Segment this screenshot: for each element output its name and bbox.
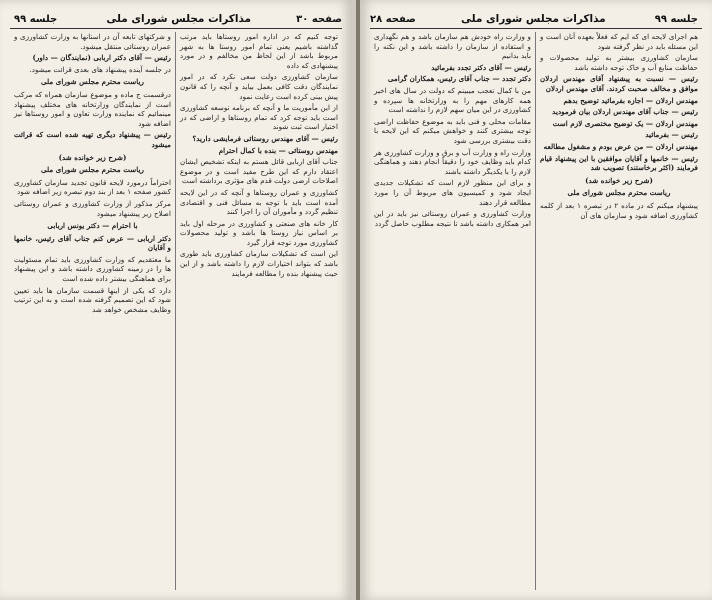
body-paragraph: و شرکتهای تابعه آن در استانها به وزارت کشاورزی و عمران روستائی منتقل میشود. [14, 32, 171, 51]
centered-heading: ریاست محترم مجلس شورای ملی [41, 165, 144, 175]
right-page-number: صفحه ۲۸ [370, 13, 416, 25]
right-page-title: مذاکرات مجلس شورای ملی [460, 13, 606, 25]
speaker-paragraph: مهندس اردلان — اجازه بفرمائید توضیح بدهم [563, 95, 698, 105]
right-page [360, 0, 712, 600]
right-page-header [370, 10, 702, 29]
body-paragraph: احتراماً درمورد لایحه قانون تجدید سازمان کشاورزی کشور صفحه ۱ بعد از بند دوم تبصره زیر اضافه شود [14, 177, 171, 197]
right-page-columns [370, 32, 702, 590]
body-paragraph: درقسمت ج ماده و موضوع سازمان همراه که مرکب است از نمایندگان وزارتخانه های مختلف پیشنهاد مینمائیم که نماینده وزارت تعاون و امور روستاها نیز اضافه شود [14, 89, 171, 128]
body-paragraph: این است که تشکیلات سازمان کشاورزی باید طوری باشد که بتواند اختیارات لازم را داشته باشد و از این حیث پیشنهاد بنده را مطالعه فرمایند [180, 249, 338, 278]
speaker-paragraph: دکتر اربابی — عرض کنم جناب آقای رئیس، خانمها و آقایان [14, 233, 171, 253]
body-paragraph: کار خانه های صنعتی و کشاورزی در مرحله اول باید بر اساس نیاز روستا ها باشد و تولید محصولات کشاورزی مورد توجه قرار گیرد [180, 218, 338, 247]
speaker-paragraph: مهندس اردلان — یک توضیح مختصری لازم است [552, 118, 698, 128]
body-paragraph: وزارت کشاورزی و عمران روستائی نیز باید در این امر همکاری داشته باشد تا نتیجه مطلوب حاصل گردد [374, 209, 531, 228]
speaker-paragraph: رئیس — آقای مهندس روستائی فرمایشی دارید؟ [192, 133, 338, 143]
speaker-paragraph: رئیس — خانمها و آقایان موافقین با این پیشنهاد قیام فرمایند (اکثر برخاستند) تصویب شد [540, 153, 698, 173]
body-paragraph: سازمان کشاورزی بیشتر به تولید محصولات و حفاظت منابع آب و خاک توجه داشته باشد [540, 53, 698, 72]
body-paragraph: مقامات محلی و فنی باید به موضوع حفاظت اراضی توجه بیشتری کنند و خواهش میکنم که این لایحه با دقت بیشتری بررسی شود [374, 116, 531, 145]
speaker-paragraph: رئیس — جناب آقای مهندس اردلان بیان فرمودید [552, 107, 698, 117]
speaker-paragraph: رئیس — نسبت به پیشنهاد آقای مهندس اردلان موافق و مخالف صحبت کردند. آقای مهندس اردلان [540, 74, 698, 93]
body-paragraph: و برای این منظور لازم است که تشکیلات جدیدی ایجاد شود و کمیسیون های مربوط آن را مورد مطالعه قرار دهند [374, 178, 531, 207]
centered-heading: (شرح زیر خوانده شد) [58, 152, 127, 162]
body-paragraph: سازمان کشاورزی دولت سعی نکرد که در امور نمایندگان دقت کافی بعمل بیاید و آنچه را که قانون پیش بینی کرده است رعایت نمود [180, 72, 338, 101]
speaker-paragraph: رئیس — آقای دکتر اربابی (نمایندگان — داور) [32, 53, 171, 63]
speaker-paragraph: مهندس روستائی — بنده با کمال احترام [218, 145, 338, 155]
body-paragraph: وزارت راه و وزارت آب و برق و وزارت کشاورزی هر کدام باید وظایف خود را دقیقاً انجام دهند و هماهنگی لازم را با یکدیگر داشته باشند [374, 147, 531, 176]
body-paragraph: توجه کنیم که در اداره امور روستاها باید مرتب گذاشته باشیم یعنی تمام امور روستا ها به شهر مربوط باشد از این لحاظ من مخالفم و در مورد پیشنهادی که داده [180, 32, 338, 70]
speaker-paragraph: رئیس — آقای دکتر تجدد بفرمائید [431, 62, 531, 72]
centered-heading: ریاست محترم مجلس شورای ملی [41, 77, 144, 87]
text-column [536, 32, 702, 590]
body-paragraph: ما معتقدیم که وزارت کشاورزی باید تمام مسئولیت ها را در زمینه کشاورزی داشته باشد و این پیشنهاد برای هماهنگی بیشتر داده شده است [14, 254, 171, 284]
body-paragraph: دارد که یکی از اینها قسمت سازمان ها باید تعیین شود که این تصمیم گرفته شده است و به این ترتیب وظایف مشخص خواهد شد [14, 285, 171, 314]
text-column [176, 32, 342, 590]
body-paragraph: از این مأموریت ما و آنچه که برنامه توسعه کشاورزی است باید توجه کرد که تمام روستاها و اراضی که در اختیار است ثبت شوند [180, 103, 338, 132]
speaker-paragraph: رئیس — پیشنهاد دیگری تهیه شده است که قرائت میشود [14, 130, 171, 149]
left-session-label: جلسه ۹۹ [14, 13, 58, 25]
body-paragraph: من با کمال تعجب میبینم که دولت در سال های اخیر همه کارهای مهم را به وزارتخانه ها سپرده و کشاورزی در این میان سهم لازم را نداشته است [374, 85, 531, 115]
left-page-columns [10, 32, 342, 590]
body-paragraph: کشاورزی و عمران روستاها و آنچه که در این لایحه آمده است باید با توجه به مسائل فنی و اقتصادی تنظیم گردد و مأموران آن را اجرا کنند [180, 187, 338, 217]
body-paragraph: پیشنهاد میکنم که در ماده ۲ در تبصره ۱ بعد از کلمه کشاورزی اضافه شود و سازمان های آن [540, 200, 698, 220]
left-page-title: مذاکرات مجلس شورای ملی [106, 13, 252, 25]
centered-heading: ریاست محترم مجلس شورای ملی [567, 188, 671, 198]
body-paragraph: مرکز مذکور از وزارت کشاورزی و عمران روستائی اصلاح زیر پیشنهاد میشود [14, 198, 171, 218]
body-paragraph: هم اجرای لایحه ای که ایم که فعلاً بعهده آنان است و این مسئله باید در نظر گرفته شود [540, 32, 698, 51]
body-paragraph: و وزارت راه خودش هم سازمان باشد و هم نگهداری و استفاده از سازمان را داشته باشد و این نکته را باید بدانیم [374, 32, 531, 61]
left-page-number: صفحه ۳۰ [296, 13, 342, 25]
centered-heading: (شرح زیر خوانده شد) [585, 175, 653, 185]
left-page-header [10, 10, 342, 29]
left-page [0, 0, 352, 600]
body-paragraph: جناب آقای اربابی قائل هستم به اینکه تشخیص ایشان اعتقاد دارم که این طرح مفید است و در موضوع اصلاحات ارضی دولت قدم های مؤثری برداشته است [180, 157, 338, 186]
right-session-label: جلسه ۹۹ [654, 13, 698, 25]
speaker-paragraph: رئیس — بفرمائید [645, 130, 698, 140]
speaker-paragraph: مهندس اردلان — من عرض بودم و مشغول مطالعه [543, 141, 698, 151]
speaker-paragraph: دکتر تجدد — جناب آقای رئیس، همکاران گرامی [387, 74, 531, 84]
text-column [370, 32, 536, 590]
text-column [10, 32, 176, 590]
centered-heading: با احترام — دکتر یونس اربابی [47, 221, 138, 231]
body-paragraph: در جلسه آینده پیشنهاد های بعدی قرائت میشود. [29, 64, 171, 74]
